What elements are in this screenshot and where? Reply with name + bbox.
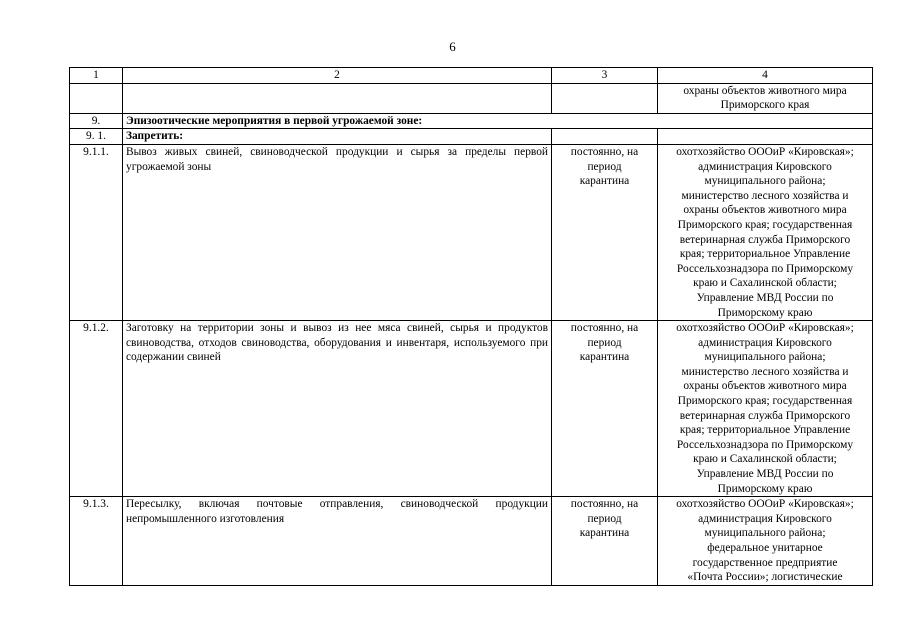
row-measure [123,83,552,113]
table-row [70,321,873,497]
section-row [70,113,873,129]
continuation-row [70,83,873,113]
row-number: 9.1.2. [70,321,123,497]
page-number: 6 [449,39,456,54]
row-measure: Пересылку, включая почтовые отправления, свиноводческой продукции непромышленного изготовления [123,497,552,586]
row-responsible: охотхозяйство ОООиР «Кировская»; администрация Кировского муниципального района; министерство лесного хозяйства и охраны объектов животного мира Приморского края; государственная ветеринарная служба Приморского края; территориальное Управление Россельхознадзора по Приморскому краю и Сахалинской области; Управление МВД России по Приморскому краю [658,144,873,320]
subsection-row [70,129,873,145]
row-number [70,83,123,113]
measures-table [69,67,873,586]
row-period: постоянно, на период карантина [552,144,658,320]
table-row [70,144,873,320]
row-number: 9.1.1. [70,144,123,320]
table-header-row [70,68,873,84]
row-period: постоянно, на период карантина [552,321,658,497]
row-measure: Заготовку на территории зоны и вывоз из нее мяса свиней, сырья и продуктов свиноводства, отходов свиноводства, оборудования и инвентаря, используемого при содержании свиней [123,321,552,497]
column-header: 4 [658,68,873,84]
subsection-title: Запретить: [123,129,552,145]
row-responsible: охотхозяйство ОООиР «Кировская»; администрация Кировского муниципального района; федеральное унитарное государственное предприятие «Почта России»; логистические [658,497,873,586]
section-title: Эпизоотические мероприятия в первой угрожаемой зоне: [123,113,873,129]
row-number: 9.1.3. [70,497,123,586]
column-header: 3 [552,68,658,84]
empty-cell [658,129,873,145]
section-number: 9. [70,113,123,129]
row-responsible: охотхозяйство ОООиР «Кировская»; администрация Кировского муниципального района; министерство лесного хозяйства и охраны объектов животного мира Приморского края; государственная ветеринарная служба Приморского края; территориальное Управление Россельхознадзора по Приморскому краю и Сахалинской области; Управление МВД России по Приморскому краю [658,321,873,497]
row-measure: Вывоз живых свиней, свиноводческой продукции и сырья за пределы первой угрожаемой зоны [123,144,552,320]
empty-cell [552,129,658,145]
column-header: 2 [123,68,552,84]
column-header: 1 [70,68,123,84]
row-responsible: охраны объектов животного мира Приморского края [658,83,873,113]
subsection-number: 9. 1. [70,129,123,145]
table-row [70,497,873,586]
row-period: постоянно, на период карантина [552,497,658,586]
row-period [552,83,658,113]
